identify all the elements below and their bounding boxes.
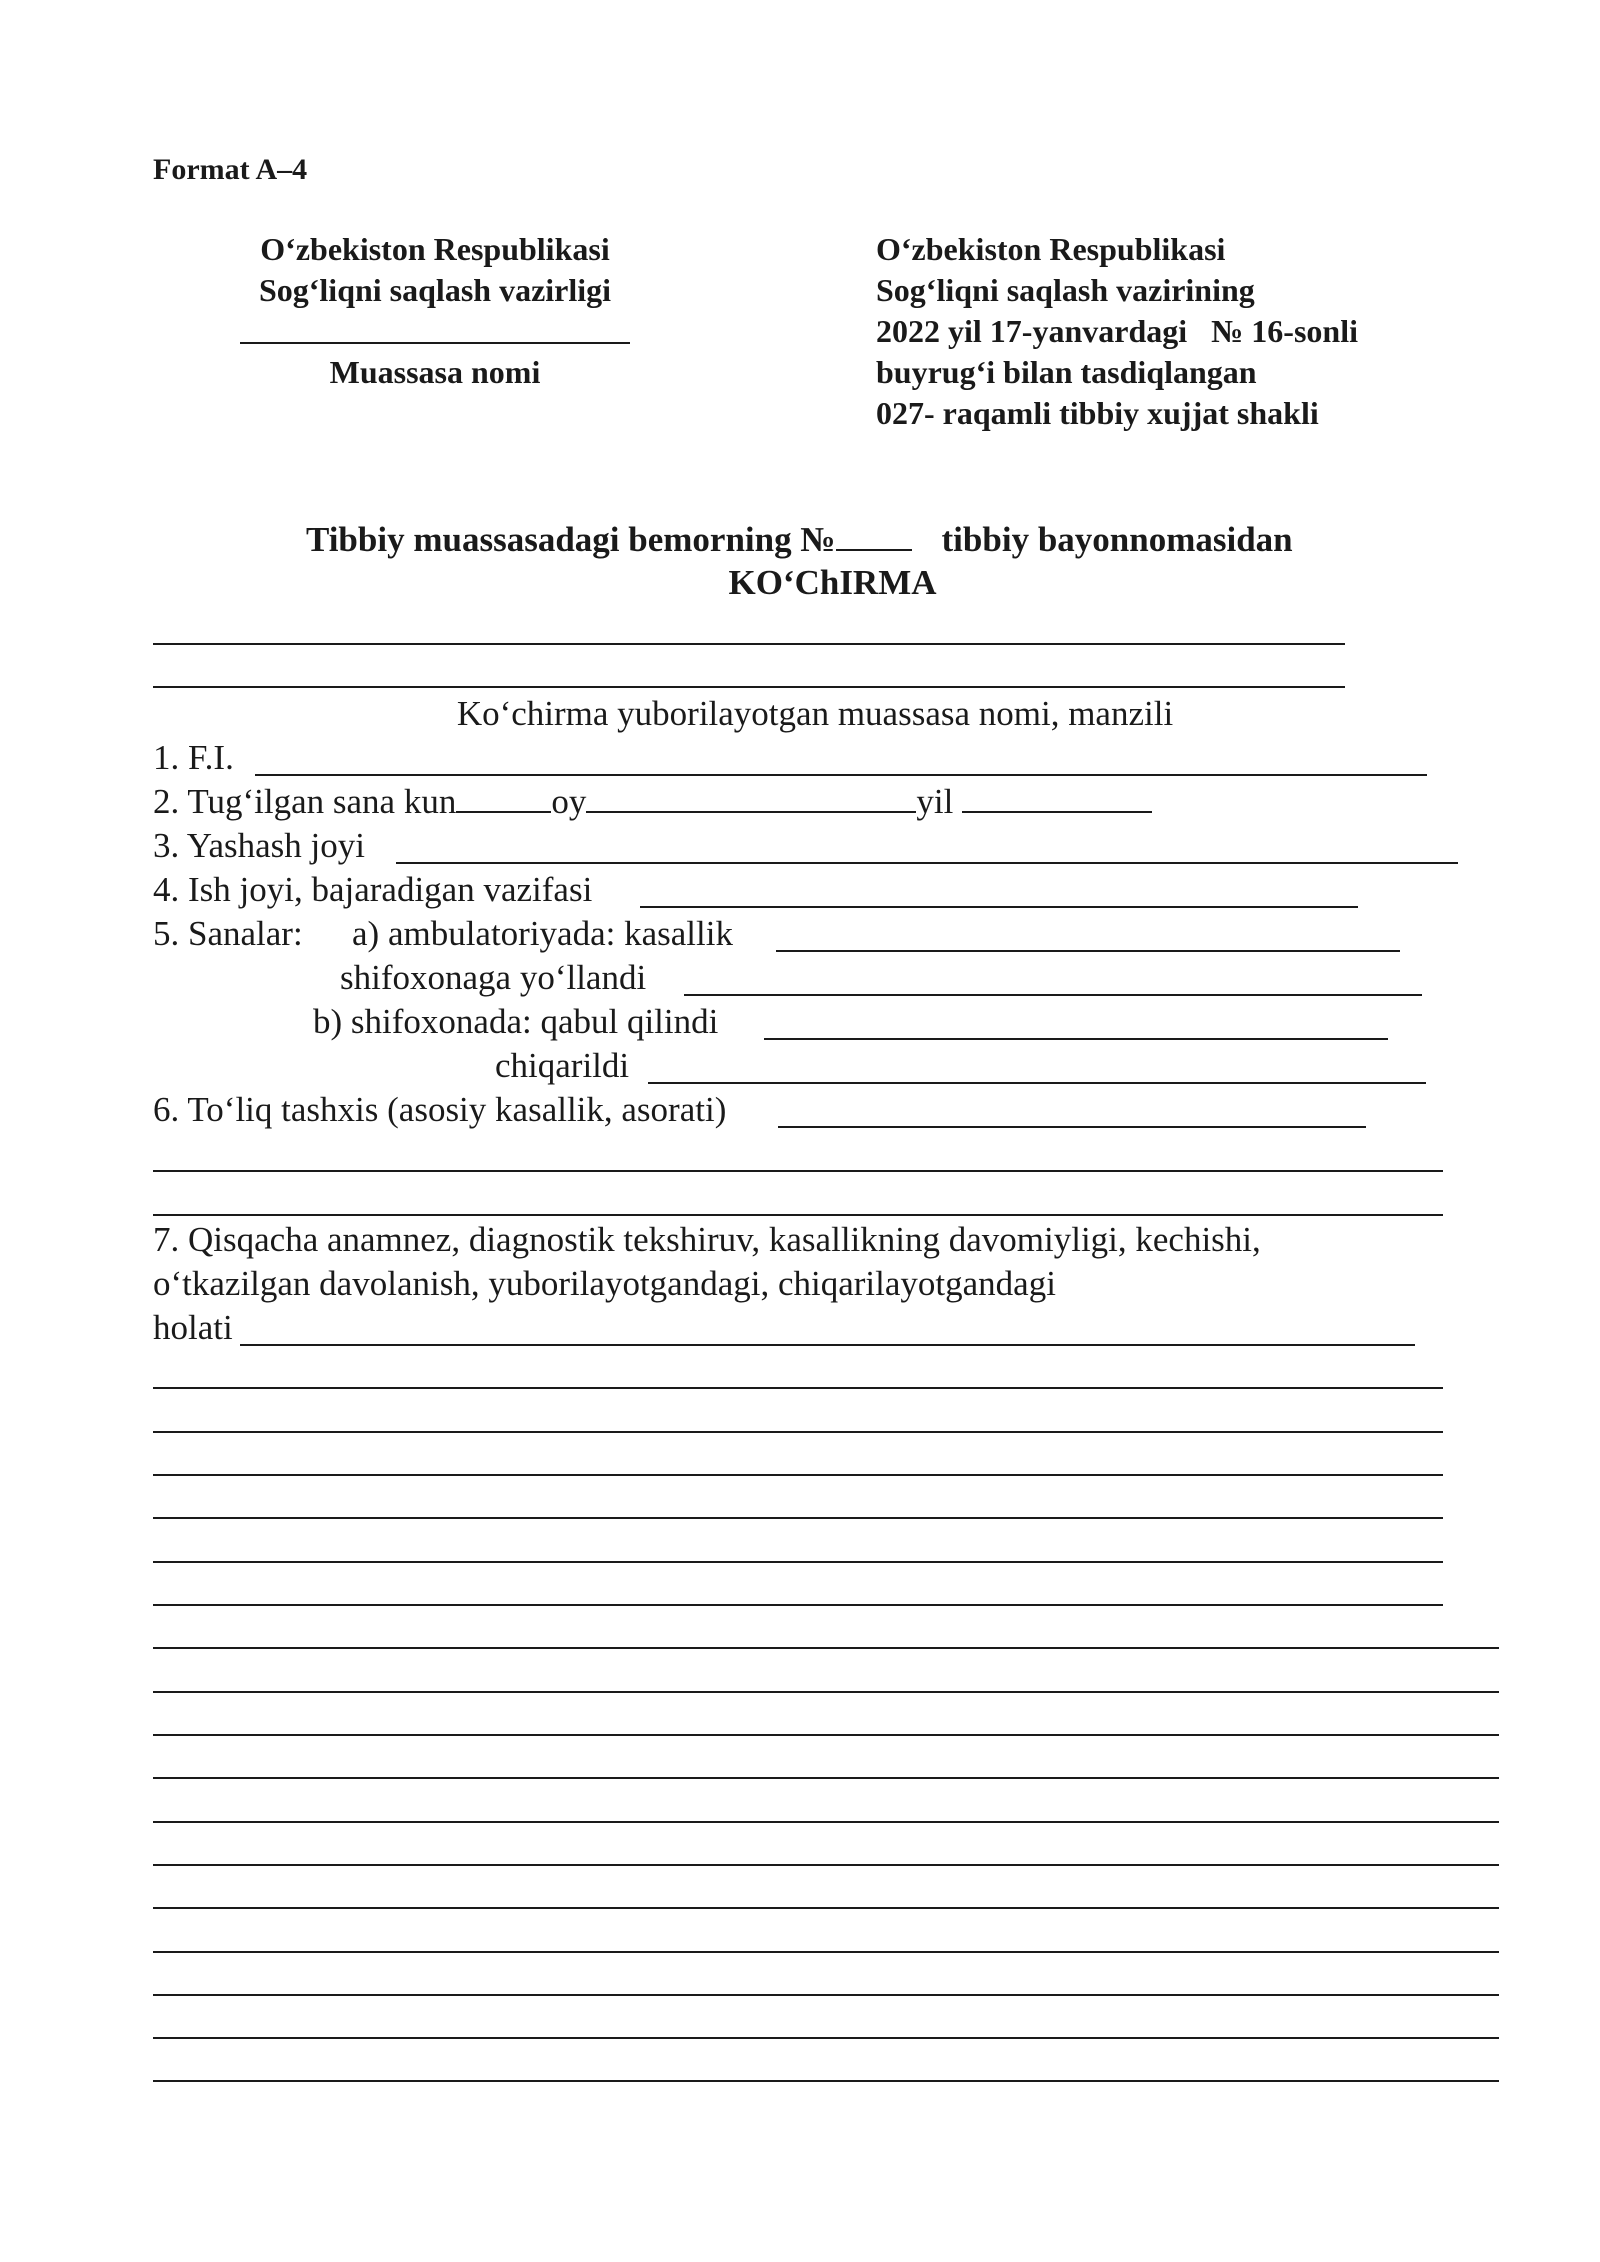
diagnosis-line-2[interactable] [153, 1170, 1443, 1172]
residence-input-line[interactable] [396, 862, 1458, 864]
writing-line[interactable] [153, 1951, 1499, 1953]
writing-line[interactable] [153, 1777, 1499, 1779]
title-part1: Tibbiy muassasadagi bemorning № [306, 520, 836, 559]
header-right [876, 229, 1358, 434]
writing-line[interactable] [153, 1864, 1499, 1866]
diagnosis-line-3[interactable] [153, 1214, 1443, 1216]
hospital-admitted-line[interactable] [764, 1038, 1388, 1040]
field-anamnesis-line1: 7. Qisqacha anamnez, diagnostik tekshiruv, kasallikning davomiyligi, kechishi, [153, 1220, 1261, 1259]
field-anamnesis-line2: o‘tkazilgan davolanish, yuborilayotgandagi, chiqarilayotgandagi [153, 1264, 1056, 1303]
writing-line[interactable] [153, 1907, 1499, 1909]
writing-line[interactable] [153, 1691, 1499, 1693]
header-right-ministry: Sog‘liqni saqlash vazirining [876, 272, 1255, 308]
birth-year-field[interactable] [962, 783, 1152, 813]
order-approved: buyrug‘i bilan tasdiqlangan [876, 354, 1257, 390]
writing-line[interactable] [153, 2037, 1499, 2039]
institution-name-line[interactable] [240, 311, 630, 352]
birth-month-field[interactable] [586, 783, 916, 813]
recipient-line-2[interactable] [153, 686, 1345, 688]
title-part2: tibbiy bayonnomasidan [941, 520, 1293, 559]
anamnesis-input-line[interactable] [240, 1344, 1415, 1346]
writing-line[interactable] [153, 1604, 1443, 1606]
writing-line[interactable] [153, 2080, 1499, 2082]
document-title-line1 [306, 518, 1293, 561]
writing-line[interactable] [153, 1821, 1499, 1823]
outpatient-illness-label: a) ambulatoriyada: kasallik [352, 914, 733, 953]
writing-line[interactable] [153, 1561, 1443, 1563]
writing-line[interactable] [153, 1387, 1443, 1389]
diagnosis-input-line[interactable] [778, 1126, 1366, 1128]
recipient-caption: Ko‘chirma yuborilayotgan muassasa nomi, manzili [456, 694, 1174, 733]
writing-line[interactable] [153, 1517, 1443, 1519]
outpatient-illness-line[interactable] [776, 950, 1400, 952]
birth-month-label: oy [551, 782, 587, 821]
institution-caption: Muassasa nomi [329, 354, 541, 390]
referred-to-hospital-label: shifoxonaga yo‘llandi [340, 958, 647, 997]
birth-day-field[interactable] [456, 783, 551, 813]
record-number-field[interactable] [836, 521, 912, 551]
discharged-label: chiqarildi [495, 1046, 630, 1085]
field-residence-label: 3. Yashash joyi [153, 826, 365, 865]
birth-date-label: 2. Tug‘ilgan sana kun [153, 782, 457, 821]
order-date-number: 2022 yil 17-yanvardagi № 16-sonli [876, 313, 1358, 349]
birth-year-label: yil [916, 782, 954, 821]
writing-line[interactable] [153, 1431, 1443, 1433]
recipient-line-1[interactable] [153, 643, 1345, 645]
workplace-input-line[interactable] [640, 906, 1358, 908]
field-anamnesis-line3: holati [153, 1308, 233, 1347]
header-right-country: O‘zbekiston Respublikasi [876, 231, 1226, 267]
field-workplace-label: 4. Ish joyi, bajaradigan vazifasi [153, 870, 593, 909]
writing-line[interactable] [153, 1994, 1499, 1996]
writing-line[interactable] [153, 1647, 1499, 1649]
header-left-ministry: Sog‘liqni saqlash vazirligi [258, 272, 612, 308]
format-label: Format A–4 [153, 153, 308, 186]
field-diagnosis-label: 6. To‘liq tashxis (asosiy kasallik, asorati) [153, 1090, 727, 1129]
header-left [240, 229, 630, 393]
document-title-line2: KO‘ChIRMA [728, 563, 937, 602]
field-full-name-label: 1. F.I. [153, 738, 234, 777]
field-birth-date [153, 780, 1152, 823]
writing-line[interactable] [153, 1734, 1499, 1736]
field-dates-label: 5. Sanalar: [153, 914, 303, 953]
discharged-line[interactable] [648, 1082, 1426, 1084]
hospital-admitted-label: b) shifoxonada: qabul qilindi [313, 1002, 719, 1041]
referred-to-hospital-line[interactable] [684, 994, 1422, 996]
header-left-country: O‘zbekiston Respublikasi [260, 231, 610, 267]
form-number: 027- raqamli tibbiy xujjat shakli [876, 395, 1319, 431]
writing-line[interactable] [153, 1474, 1443, 1476]
full-name-input-line[interactable] [255, 774, 1427, 776]
